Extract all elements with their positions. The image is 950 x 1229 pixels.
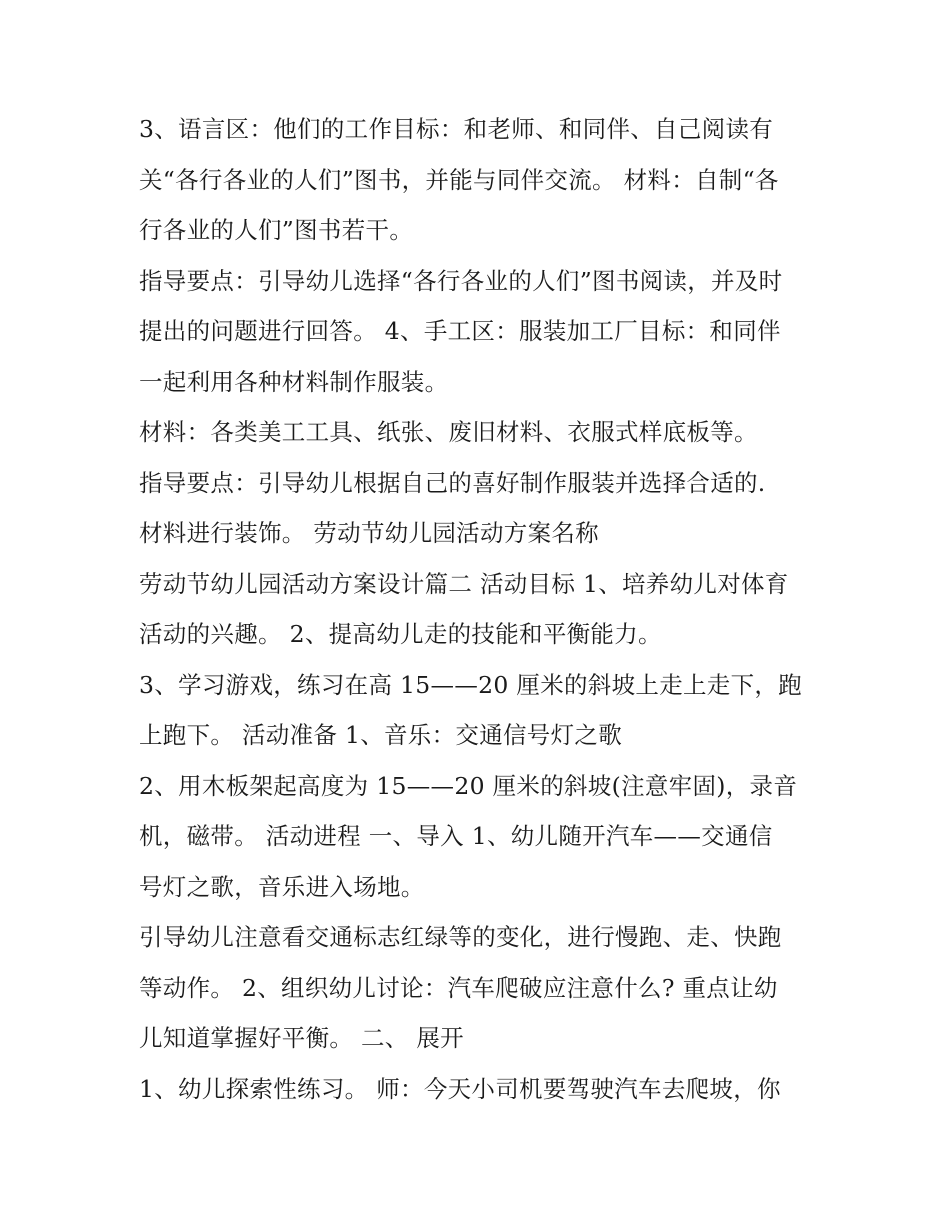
text-line: 指导要点：引导幼儿选择“各行各业的人们”图书阅读，并及时	[139, 266, 783, 295]
text-line: 上跑下。 活动准备 1、音乐：交通信号灯之歌	[139, 721, 622, 749]
text-line: 关“各行各业的人们”图书，并能与同伴交流。 材料：自制“各	[139, 165, 779, 194]
text-line: 机，磁带。 活动进程 一、导入 1、幼儿随开汽车——交通信	[139, 822, 773, 850]
text-line: 提出的问题进行回答。 4、手工区：服装加工厂目标：和同伴	[139, 317, 781, 345]
text-line: 1、幼儿探索性练习。 师：今天小司机要驾驶汽车去爬坡，你	[139, 1074, 781, 1103]
text-line: 3、学习游戏，练习在高 15——20 厘米的斜坡上走上走下，跑	[139, 670, 802, 699]
text-line: 行各业的人们”图书若干。	[139, 216, 414, 244]
text-line: 劳动节幼儿园活动方案设计篇二 活动目标 1、培养幼儿对体育	[139, 569, 789, 598]
text-line: 一起利用各种材料制作服装。	[139, 367, 449, 396]
text-line: 材料进行装饰。 劳动节幼儿园活动方案名称	[139, 519, 599, 547]
text-line: 材料：各类美工工具、纸张、废旧材料、衣服式样底板等。	[139, 418, 758, 446]
text-line: 2、用木板架起高度为 15——20 厘米的斜坡(注意牢固)，录音	[139, 771, 798, 800]
text-line: 3、语言区：他们的工作目标：和老师、和同伴、自己阅读有	[139, 115, 774, 143]
document-body	[139, 104, 819, 1114]
text-line: 等动作。 2、组织幼儿讨论：汽车爬破应注意什么? 重点让幼	[139, 973, 778, 1002]
text-line: 活动的兴趣。 2、提高幼儿走的技能和平衡能力。	[139, 620, 662, 648]
text-line: 儿知道掌握好平衡。 二、 展开	[139, 1024, 464, 1052]
text-line: 指导要点：引导幼儿根据自己的喜好制作服装并选择合适的.	[139, 468, 766, 497]
text-line: 号灯之歌，音乐进入场地。	[139, 872, 425, 901]
text-line: 引导幼儿注意看交通标志红绿等的变化，进行慢跑、走、快跑	[139, 923, 782, 951]
